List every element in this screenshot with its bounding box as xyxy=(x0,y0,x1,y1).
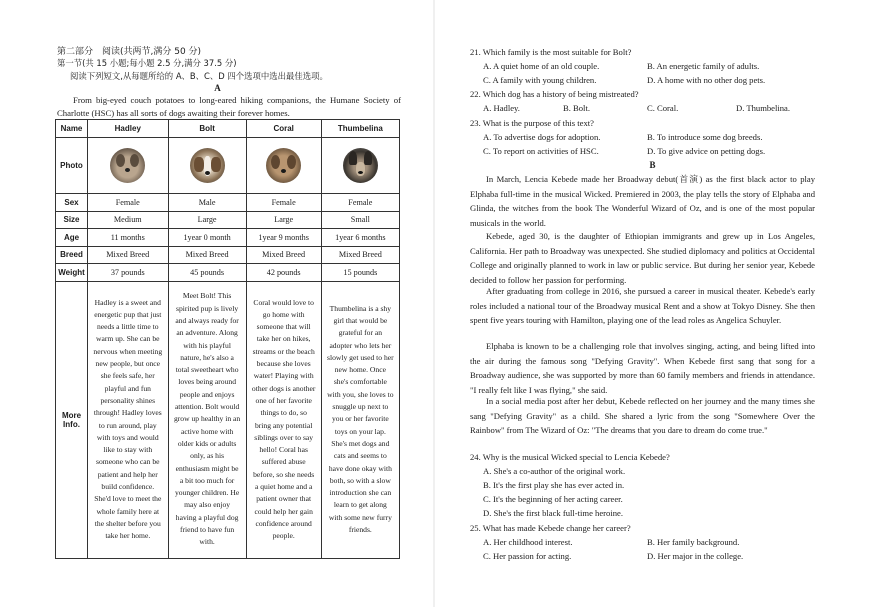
thumbelina-breed: Mixed Breed xyxy=(321,246,399,264)
q25-option-d[interactable]: D. Her major in the college. xyxy=(647,551,744,561)
q21-option-d[interactable]: D. A home with no other dog pets. xyxy=(647,75,766,85)
q22-option-d[interactable]: D. Thumbelina. xyxy=(736,103,791,113)
bolt-breed: Mixed Breed xyxy=(168,246,246,264)
q24-option-d[interactable]: D. She's the first black full-time heroine. xyxy=(483,508,623,518)
bolt-weight: 45 pounds xyxy=(168,264,246,282)
thumbelina-age: 1year 6 months xyxy=(321,229,399,247)
q23-stem: 23. What is the purpose of this text? xyxy=(470,118,594,128)
header-name: Name xyxy=(56,120,88,138)
row-label-sex: Sex xyxy=(56,194,88,212)
q24-option-c[interactable]: C. It's the beginning of her acting career. xyxy=(483,494,623,504)
coral-weight: 42 pounds xyxy=(246,264,321,282)
passage-letter-b: B xyxy=(649,160,656,170)
q23-option-c[interactable]: C. To report on activities of HSC. xyxy=(483,146,599,156)
coral-sex: Female xyxy=(246,194,321,212)
q25-option-b[interactable]: B. Her family background. xyxy=(647,537,740,547)
hadley-sex: Female xyxy=(88,194,169,212)
q25-option-a[interactable]: A. Her childhood interest. xyxy=(483,537,573,547)
hadley-age: 11 months xyxy=(88,229,169,247)
coral-size: Large xyxy=(246,211,321,229)
q21-stem: 21. Which family is the most suitable for Bolt? xyxy=(470,47,632,57)
bolt-sex: Male xyxy=(168,194,246,212)
coral-age: 1year 9 months xyxy=(246,229,321,247)
q23-option-a[interactable]: A. To advertise dogs for adoption. xyxy=(483,132,601,142)
passage-b-paragraph-1: In March, Lencia Kebede made her Broadway debut(首演) as the first black actor to play Elphaba full-time in the musical Wicked. Premiered in 2003, the play tells the story of Elphaba and Glinda, the witches from the book The Wonderful Wizard of Oz, and is one of the most popular musicals in the world. xyxy=(470,174,815,228)
q21-option-a[interactable]: A. A quiet home of an old couple. xyxy=(483,61,600,71)
passage-a-intro: From big-eyed couch potatoes to long-eared hiking companions, the Humane Society of Charlotte (HSC) has all sorts of dogs awaiting their forever homes. xyxy=(57,95,401,118)
row-label-photo: Photo xyxy=(56,138,88,194)
passage-b-paragraph-3: After graduating from college in 2016, she pursued a career in musical theater. Kebede's early roles included a national tour of the Broadway musical Rent and a show at Tokyo Disney. She then spent five years touring with Hamilton, playing one of the lead roles as Angelica Schuyler. xyxy=(470,286,815,325)
passage-b-paragraph-5: In a social media post after her debut, Kebede reflected on her journey and the many times she sang "Defying Gravity" as a child. She shared a lyric from the song "Somewhere Over the Rainbow" from The Wizard of Oz: "The dreams that you dare to dream do come true." xyxy=(470,396,815,435)
q24-option-b[interactable]: B. It's the first play she has ever acted in. xyxy=(483,480,625,490)
q22-option-c[interactable]: C. Coral. xyxy=(647,103,679,113)
q25-option-c[interactable]: C. Her passion for acting. xyxy=(483,551,572,561)
thumbelina-info: Thumbelina is a shy girl that would be grateful for an adopter who lets her slowly get used to her new home. Once she's comfortable with you, she loves to snuggle up next to you or her favorite toys on your lap. She's met dogs and cats and seems to have done okay with both, so with a slow introduction she can learn to get along with some new furry friends. xyxy=(321,281,399,558)
hadley-size: Medium xyxy=(88,211,169,229)
section-title: 第二部分 阅读(共两节,满分 50 分) xyxy=(57,47,202,57)
hadley-weight: 37 pounds xyxy=(88,264,169,282)
bolt-info: Meet Bolt! This spirited pup is lively and always ready for an adventure. Along with his playful nature, he's also a total sweetheart who loves being around people and enjoys attention. Bolt would grow up healthy in an active home with older kids or adults only, as his enthusiasm might be a bit too much for younger children. He may also enjoy having a playful dog friend to have fun with. xyxy=(168,281,246,558)
bolt-size: Large xyxy=(168,211,246,229)
q24-option-a[interactable]: A. She's a co-author of the original work. xyxy=(483,466,626,476)
passage-letter-a: A xyxy=(214,83,221,93)
instruction: 阅读下列短文,从每题所给的 A、B、C、D 四个选项中选出最佳选项。 xyxy=(70,71,328,81)
header-coral: Coral xyxy=(246,120,321,138)
row-label-weight: Weight xyxy=(56,264,88,282)
header-thumbelina: Thumbelina xyxy=(321,120,399,138)
subsection-title: 第一节(共 15 小题;每小题 2.5 分,满分 37.5 分) xyxy=(57,58,237,68)
thumbelina-weight: 15 pounds xyxy=(321,264,399,282)
thumbelina-size: Small xyxy=(321,211,399,229)
passage-b-paragraph-4: Elphaba is known to be a challenging role that involves singing, acting, and being lifted into the air during the famous song "Defying Gravity". When Kebede first sang that song for a Broadway audience, she was supported by more than 60 family members and friends in attendance. "I really felt like I was flying," she said. xyxy=(470,341,815,395)
hadley-breed: Mixed Breed xyxy=(88,246,169,264)
row-label-breed: Breed xyxy=(56,246,88,264)
q24-stem: 24. Why is the musical Wicked special to Lencia Kebede? xyxy=(470,452,670,462)
header-bolt: Bolt xyxy=(168,120,246,138)
row-label-age: Age xyxy=(56,229,88,247)
coral-breed: Mixed Breed xyxy=(246,246,321,264)
q22-option-a[interactable]: A. Hadley. xyxy=(483,103,520,113)
row-label-info: More Info. xyxy=(56,281,88,558)
q21-option-c[interactable]: C. A family with young children. xyxy=(483,75,597,85)
q22-stem: 22. Which dog has a history of being mistreated? xyxy=(470,89,639,99)
coral-info: Coral would love to go home with someone that will take her on hikes, streams or the beach because she loves water! Playing with other dogs is another one of her favorite things to do, so bring any potential siblings over to say hello! Coral has suffered abuse before, so she needs a quiet home and a patient owner that could help her gain confidence around people. xyxy=(246,281,321,558)
header-hadley: Hadley xyxy=(88,120,169,138)
q21-option-b[interactable]: B. An energetic family of adults. xyxy=(647,61,760,71)
q23-option-b[interactable]: B. To introduce some dog breeds. xyxy=(647,132,763,142)
q23-option-d[interactable]: D. To give advice on petting dogs. xyxy=(647,146,766,156)
thumbelina-sex: Female xyxy=(321,194,399,212)
hadley-info: Hadley is a sweet and energetic pup that just needs a little time to warm up. She can be nervous when meeting new people, but once she feels safe, her playful and fun personality shines through! Hadley loves to run around, play with toys and would like to stay with someone who can be patient and help her build confidence. She'd love to meet the whole family here at the shelter before you take her home. xyxy=(88,281,169,558)
q22-option-b[interactable]: B. Bolt. xyxy=(563,103,590,113)
row-label-size: Size xyxy=(56,211,88,229)
q25-stem: 25. What has made Kebede change her career? xyxy=(470,523,631,533)
passage-b-paragraph-2: Kebede, aged 30, is the daughter of Ethiopian immigrants and grew up in Los Angeles, California. Her path to Broadway was unexpected. She studied diplomacy and politics at Occidental College and originally planned to work in law or public service. But during her senior year, Kebede decided to follow her passion for performing. xyxy=(470,231,815,285)
bolt-age: 1year 0 month xyxy=(168,229,246,247)
